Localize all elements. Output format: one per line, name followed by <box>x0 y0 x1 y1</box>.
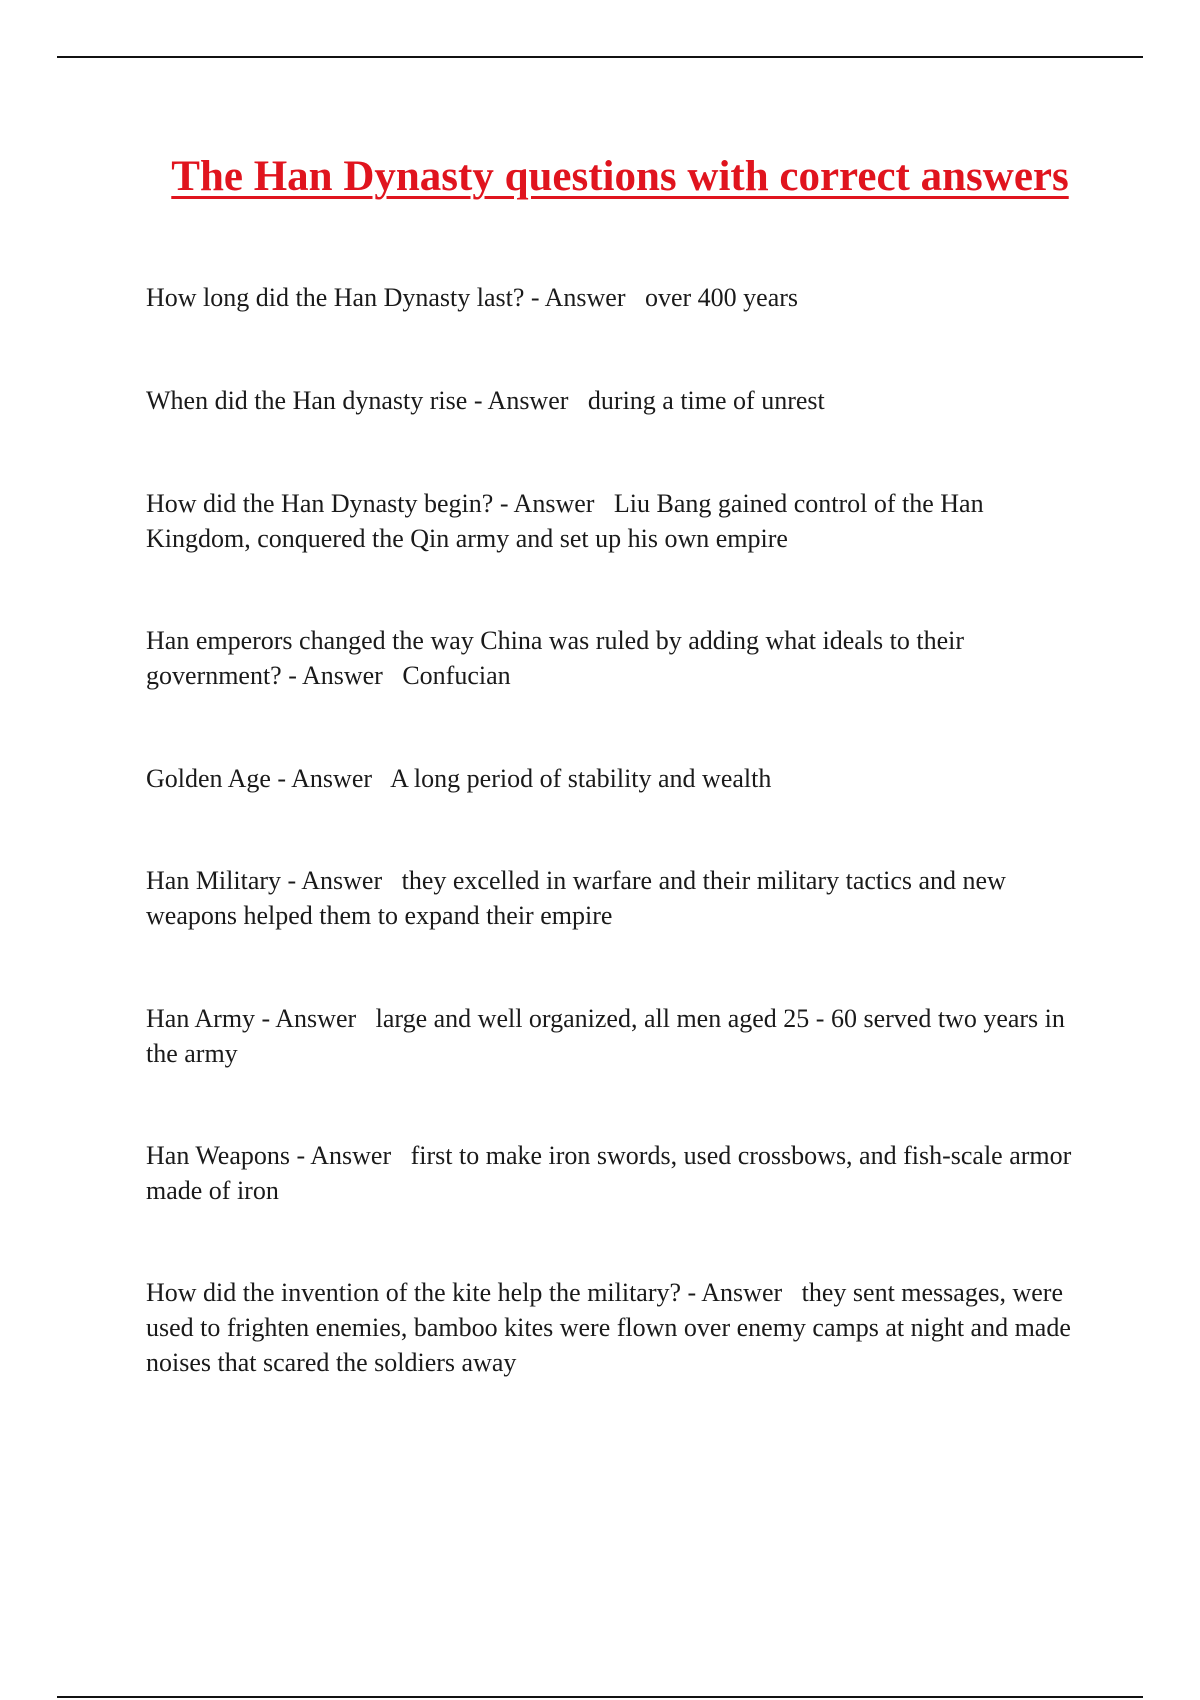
qa-item <box>146 1001 1086 1071</box>
answer-text: first to make iron swords, used crossbows, and fish-scale armor made of iron <box>146 1141 1072 1205</box>
document-title: The Han Dynasty questions with correct answers <box>171 153 1069 200</box>
question-text: Han Weapons <box>146 1141 291 1170</box>
answer-text: Liu Bang gained control of the Han Kingdom, conquered the Qin army and set up his own empire <box>146 489 984 553</box>
question-text: When did the Han dynasty rise <box>146 386 468 415</box>
answer-separator: - Answer <box>493 489 614 518</box>
answer-separator: - Answer <box>524 283 645 312</box>
answer-text: during a time of unrest <box>587 386 825 415</box>
answer-separator: - Answer <box>467 386 588 415</box>
qa-item <box>146 1275 1086 1380</box>
answer-text: large and well organized, all men aged 25 - 60 served two years in the army <box>146 1004 1065 1068</box>
qa-item <box>146 486 1086 556</box>
qa-item <box>146 623 1086 693</box>
question-text: How long did the Han Dynasty last? <box>146 283 525 312</box>
qa-item <box>146 383 1086 418</box>
qa-item <box>146 280 1086 315</box>
answer-separator: - Answer <box>255 1004 376 1033</box>
answer-separator: - Answer <box>290 1141 411 1170</box>
answer-separator: - Answer <box>681 1278 802 1307</box>
answer-text: Confucian <box>402 661 511 690</box>
bottom-rule <box>57 1696 1143 1698</box>
qa-item <box>146 761 1086 796</box>
question-text: How did the invention of the kite help the military? <box>146 1278 682 1307</box>
question-text: How did the Han Dynasty begin? <box>146 489 494 518</box>
question-text: Golden Age <box>146 764 271 793</box>
answer-text: they excelled in warfare and their military tactics and new weapons helped them to expand their empire <box>146 866 1006 930</box>
answer-separator: - Answer <box>281 661 403 690</box>
question-text: Han emperors changed the way China was ruled by adding what ideals to their government? <box>146 626 965 690</box>
top-rule <box>57 56 1143 58</box>
answer-separator: - Answer <box>281 866 402 895</box>
answer-text: they sent messages, were used to frighten enemies, bamboo kites were flown over enemy camps at night and made noises that scared the soldiers away <box>146 1278 1071 1377</box>
question-text: Han Army <box>146 1004 256 1033</box>
answer-text: A long period of stability and wealth <box>390 764 772 793</box>
qa-item <box>146 863 1086 933</box>
answer-text: over 400 years <box>644 283 799 312</box>
qa-item <box>146 1138 1086 1208</box>
question-text: Han Military <box>146 866 282 895</box>
answer-separator: - Answer <box>270 764 391 793</box>
